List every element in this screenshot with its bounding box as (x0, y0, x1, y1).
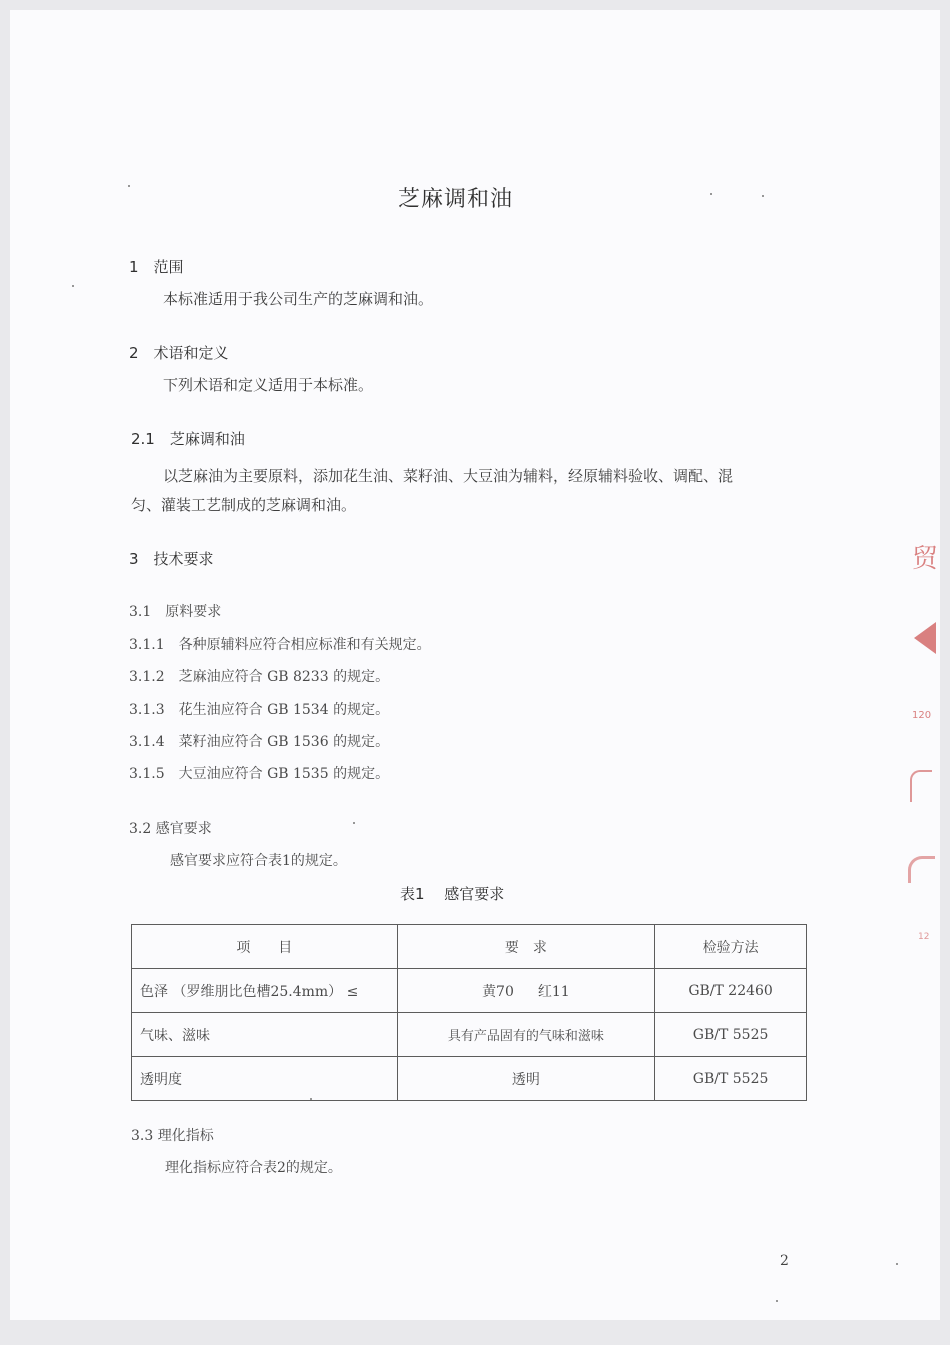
cell-item: 色泽 （罗维朋比色槽25.4mm） ≤ (132, 969, 398, 1013)
seal-stamp-fragment: 贸 (912, 544, 939, 574)
section-3-3-text: 理化指标应符合表2的规定。 (165, 1160, 342, 1176)
column-header-requirement: 要 求 (397, 925, 655, 969)
section-3-1-item: 3.1.1 各种原辅料应符合相应标准和有关规定。 (129, 637, 431, 653)
table-header-row (132, 925, 807, 969)
cell-method: GB/T 22460 (655, 969, 807, 1013)
scan-speck (310, 1098, 312, 1100)
cell-method: GB/T 5525 (655, 1057, 807, 1101)
table-row (132, 969, 807, 1013)
section-3-1-item: 3.1.5 大豆油应符合 GB 1535 的规定。 (129, 766, 390, 782)
sensory-requirements-table (131, 924, 807, 1101)
section-2-1-line-1: 以芝麻油为主要原料，添加花生油、菜籽油、大豆油为辅料，经原辅料验收、调配、混 (163, 467, 734, 485)
scan-speck (762, 195, 764, 197)
section-3-2-heading: 3.2 感官要求 (129, 821, 212, 837)
document-page (10, 10, 940, 1320)
table-row (132, 1013, 807, 1057)
scan-speck (353, 822, 355, 824)
cell-item: 气味、滋味 (132, 1013, 398, 1057)
section-3-1-item: 3.1.4 菜籽油应符合 GB 1536 的规定。 (129, 734, 390, 750)
cell-item: 透明度 (132, 1057, 398, 1101)
scan-speck (896, 1263, 898, 1265)
scan-speck (776, 1300, 778, 1302)
section-2-text: 下列术语和定义适用于本标准。 (163, 376, 374, 394)
section-1-text: 本标准适用于我公司生产的芝麻调和油。 (163, 290, 434, 308)
column-header-item: 项 目 (132, 925, 398, 969)
seal-arc-fragment (908, 856, 935, 883)
column-header-method: 检验方法 (655, 925, 807, 969)
seal-arc-fragment (910, 770, 932, 802)
seal-number: 12 (918, 932, 930, 942)
seal-star-icon (914, 622, 936, 654)
page-number: 2 (780, 1253, 789, 1269)
table-row (132, 1057, 807, 1101)
section-3-3-heading: 3.3 理化指标 (131, 1128, 214, 1144)
cell-requirement (397, 969, 655, 1013)
scan-speck (72, 285, 74, 287)
seal-number: 120 (912, 710, 932, 721)
requirement-red: 红11 (537, 983, 570, 1000)
cell-method: GB/T 5525 (655, 1013, 807, 1057)
section-2-1-heading: 2.1 芝麻调和油 (131, 430, 245, 448)
section-1-heading: 1 范围 (129, 258, 184, 276)
cell-requirement: 具有产品固有的气味和滋味 (397, 1013, 655, 1057)
requirement-yellow: 黄70 (482, 983, 514, 1000)
cell-requirement: 透明 (397, 1057, 655, 1101)
section-3-2-text: 感官要求应符合表1的规定。 (170, 853, 347, 869)
section-2-1-line-2: 匀、灌装工艺制成的芝麻调和油。 (131, 496, 357, 514)
table-1-caption: 表1 感官要求 (400, 885, 505, 903)
section-3-1-heading: 3.1 原料要求 (129, 604, 222, 620)
scan-speck (710, 193, 712, 195)
document-title: 芝麻调和油 (398, 187, 514, 212)
section-2-heading: 2 术语和定义 (129, 344, 229, 362)
section-3-1-item: 3.1.2 芝麻油应符合 GB 8233 的规定。 (129, 669, 390, 685)
scan-speck (128, 185, 130, 187)
section-3-1-item: 3.1.3 花生油应符合 GB 1534 的规定。 (129, 702, 390, 718)
section-3-heading: 3 技术要求 (129, 550, 214, 568)
